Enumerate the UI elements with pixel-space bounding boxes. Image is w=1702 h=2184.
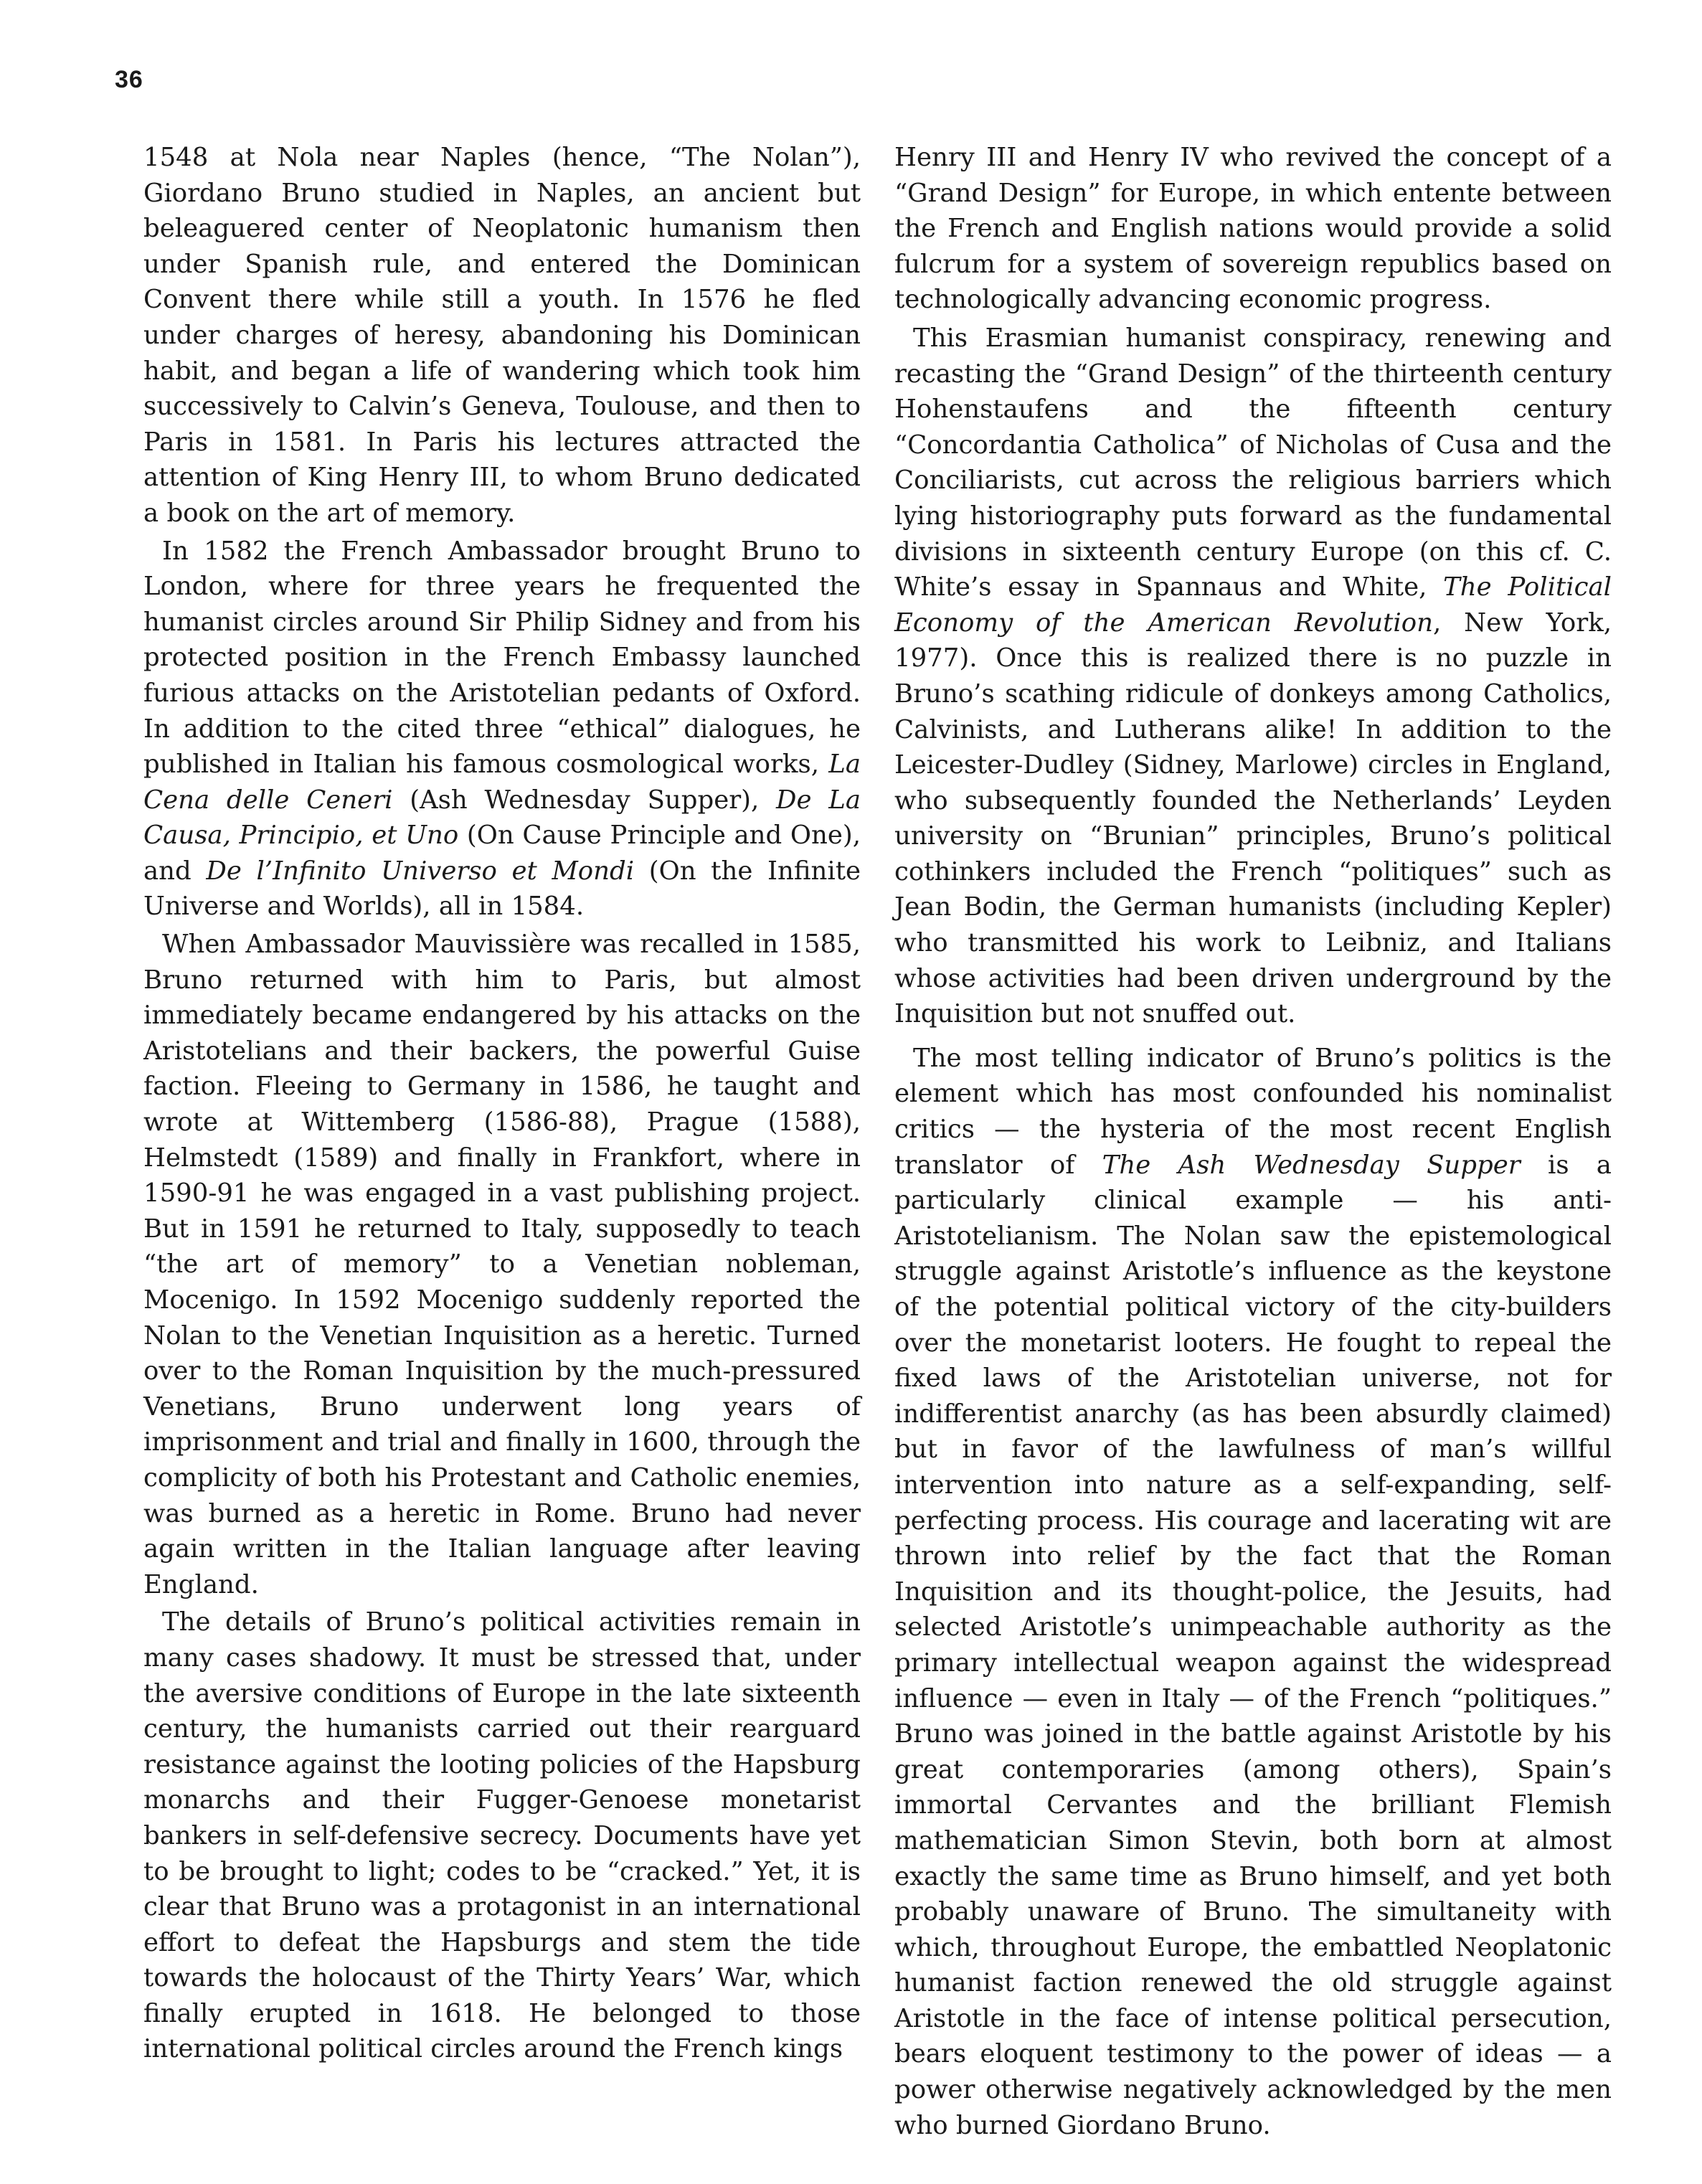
left-paragraph	[143, 140, 861, 531]
right-paragraph	[894, 321, 1612, 1032]
text-run: is a particularly clinical example — his anti-Aristotelianism. The Nolan saw the epistemological struggle against Aristotle’s influence as the keystone of the potential political victory of the city-builders over the monetarist looters. He fought to repeal the fixed laws of the Aristotelian universe, not for indifferentist anarchy (as has been absurdly claimed) but in favor of the lawfulness of man’s willful intervention into nature as a self-expanding, self-perfecting process. His courage and lacerating wit are thrown into relief by the fact that the Roman Inquisition and its thought-police, the Jesuits, had selected Aristotle’s unimpeachable authority as the primary intellectual weapon against the widespread influence — even in Italy — of the French “politiques.” Bruno was joined in the battle against Aristotle by his great contemporaries (among others), Spain’s immortal Cervantes and the brilliant Flemish mathematician Simon Stevin, both born at almost exactly the same time as Bruno himself, and yet both probably unaware of Bruno. The simultaneity with which, throughout Europe, the embattled Neoplatonic humanist faction renewed the old struggle against Aristotle in the face of intense political persecution, bears eloquent testimony to the power of ideas — a power otherwise negatively acknowledged by the men who burned Giordano Bruno.	[894, 1150, 1612, 2140]
text-run: 1548 at Nola near Naples (hence, “The Nolan”), Giordano Bruno studied in Naples, an ancient but beleaguered center of Neoplatonic humanism then under Spanish rule, and entered the Dominican Convent there while still a youth. In 1576 he fled under charges of heresy, abandoning his Dominican habit, and began a life of wandering which took him successively to Calvin’s Geneva, Toulouse, and then to Paris in 1581. In Paris his lectures attracted the attention of King Henry III, to whom Bruno dedicated a book on the art of memory.	[143, 143, 861, 528]
text-run: In 1582 the French Ambassador brought Bruno to London, where for three years he frequented the humanist circles around Sir Philip Sidney and from his protected position in the French Embassy launched furious attacks on the Aristotelian pedants of Oxford. In addition to the cited three “ethical” dialogues, he published in Italian his famous cosmological works,	[143, 536, 861, 780]
italic-title: De l’Infinito Universo et Mondi	[206, 856, 635, 886]
page-number: 36	[115, 66, 143, 93]
left-paragraph	[143, 1604, 861, 2067]
text-run: , New York, 1977). Once this is realized there is no puzzle in Bruno’s scathing ridicule of donkeys among Catholics, Calvinists, and Lutherans alike! In addition to the Leicester-Dudley (Sidney, Marlowe) circles in England, who subsequently founded the Netherlands’ Leyden university on “Brunian” principles, Bruno’s political cothinkers included the French “politiques” such as Jean Bodin, the German humanists (including Kepler) who transmitted his work to Leibniz, and Italians whose activities had been driven underground by the Inquisition but not snuffed out.	[894, 608, 1612, 1029]
text-run: (Ash Wednesday Supper),	[392, 785, 777, 815]
left-column	[143, 140, 861, 2067]
text-run: When Ambassador Mauvissière was recalled in 1585, Bruno returned with him to Paris, but almost immediately became endangered by his attacks on the Aristotelians and their backers, the powerful Guise faction. Fleeing to Germany in 1586, he taught and wrote at Wittemberg (1586-88), Prague (1588), Helmstedt (1589) and finally in Frankfort, where in 1590-91 he was engaged in a vast publishing project. But in 1591 he returned to Italy, supposedly to teach “the art of memory” to a Venetian nobleman, Mocenigo. In 1592 Mocenigo suddenly reported the Nolan to the Venetian Inquisition as a heretic. Turned over to the Roman Inquisition by the much-pressured Venetians, Bruno underwent long years of imprisonment and trial and finally in 1600, through the complicity of both his Protestant and Catholic enemies, was burned as a heretic in Rome. Bruno had never again written in the Italian language after leaving England.	[143, 930, 861, 1599]
left-paragraph	[143, 927, 861, 1602]
text-run: The details of Bruno’s political activities remain in many cases shadowy. It must be stressed that, under the aversive conditions of Europe in the late sixteenth century, the humanists carried out their rearguard resistance against the looting policies of the Hapsburg monarchs and their Fugger-Genoese monetarist bankers in self-defensive secrecy. Documents have yet to be brought to light; codes to be “cracked.” Yet, it is clear that Bruno was a protagonist in an international effort to defeat the Hapsburgs and stem the tide towards the holocaust of the Thirty Years’ War, which finally erupted in 1618. He belonged to those international political circles around the French kings	[143, 1607, 861, 2064]
text-run: (On the Infinite Universe and Worlds), all in 1584.	[143, 856, 861, 922]
right-column	[894, 140, 1612, 2143]
right-paragraph	[894, 140, 1612, 318]
italic-title: De La Causa, Principio, et Uno	[143, 785, 861, 851]
italic-title: La Cena delle Ceneri	[143, 750, 861, 815]
italic-title: The Ash Wednesday Supper	[1102, 1150, 1521, 1180]
right-paragraph	[894, 1041, 1612, 2143]
text-run: Henry III and Henry IV who revived the concept of a “Grand Design” for Europe, in which entente between the French and English nations would provide a solid fulcrum for a system of sovereign republics based on technologically advancing economic progress.	[894, 143, 1612, 315]
left-paragraph	[143, 534, 861, 925]
text-run: The most telling indicator of Bruno’s politics is the element which has most confounded his nominalist critics — the hysteria of the most recent English translator of	[894, 1043, 1612, 1180]
text-run: (On Cause Principle and One), and	[143, 821, 861, 886]
text-run: This Erasmian humanist conspiracy, renewing and recasting the “Grand Design” of the thirteenth century Hohenstaufens and the fifteenth century “Concordantia Catholica” of Nicholas of Cusa and the Conciliarists, cut across the religious barriers which lying historiography puts forward as the fundamental divisions in sixteenth century Europe (on this cf. C. White’s essay in Spannaus and White,	[894, 323, 1612, 602]
italic-title: The Political Economy of the American Revolution	[894, 572, 1612, 638]
